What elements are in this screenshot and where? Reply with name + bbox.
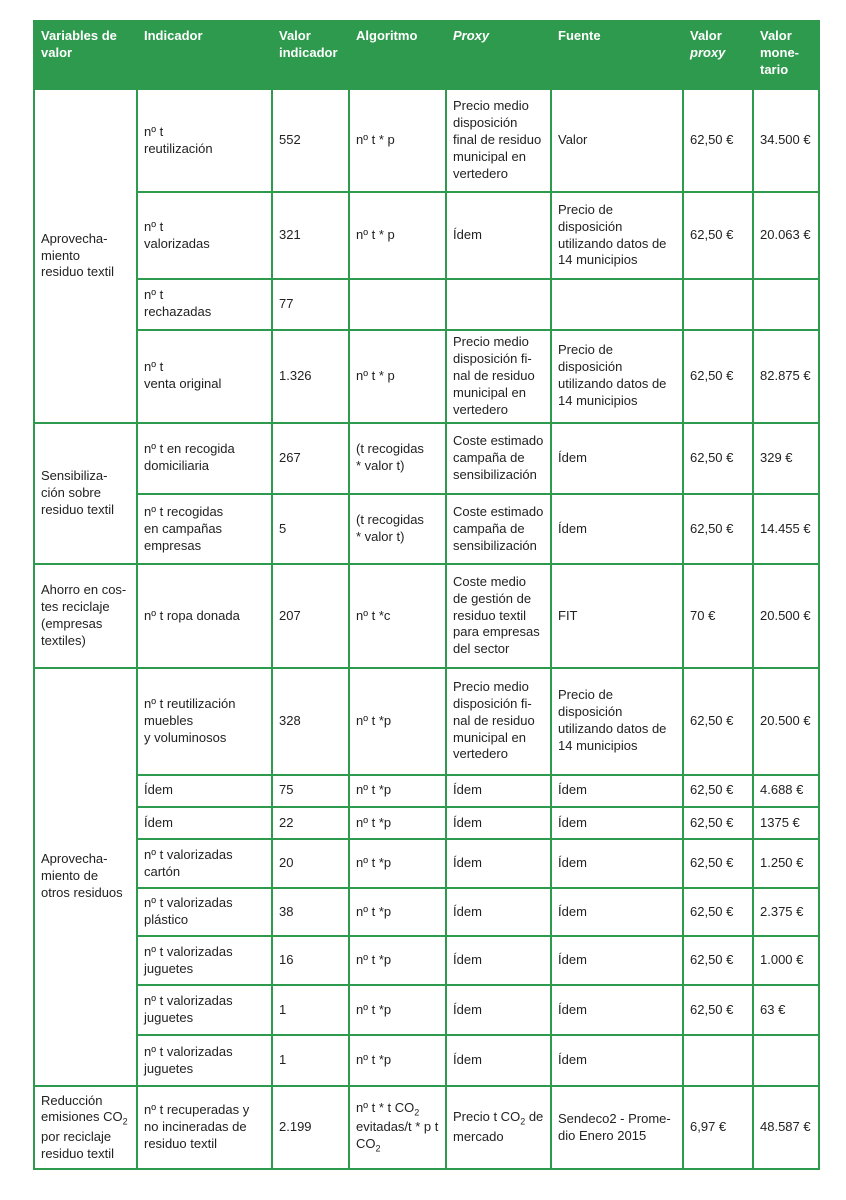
proxy-cell [446, 1086, 551, 1169]
valor-monetario-cell: 63 € [753, 985, 819, 1036]
valor-monetario-cell: 2.375 € [753, 888, 819, 937]
header-valor-proxy-line2: proxy [690, 44, 726, 60]
proxy-cell: Precio medio disposición final de residuo municipal en vertedero [446, 89, 551, 192]
fuente-cell: Sendeco2 - Prome- dio Enero 2015 [551, 1086, 683, 1169]
proxy-text: Precio t CO [453, 1109, 521, 1125]
valor-proxy-cell [683, 279, 753, 330]
table-row [34, 775, 819, 807]
algoritmo-cell: (t recogidas * valor t) [349, 494, 446, 565]
algoritmo-cell: nº t *p [349, 985, 446, 1036]
fuente-cell: Ídem [551, 936, 683, 985]
proxy-cell: Coste medio de gestión de residuo textil para empresas del sector [446, 564, 551, 667]
valor-proxy-cell: 62,50 € [683, 494, 753, 565]
table-row [34, 494, 819, 565]
valor-monetario-cell: 20.063 € [753, 192, 819, 279]
valor-proxy-cell: 62,50 € [683, 192, 753, 279]
algoritmo-cell [349, 279, 446, 330]
valor-cell: 5 [272, 494, 349, 565]
proxy-cell: Ídem [446, 775, 551, 807]
algoritmo-cell: nº t *p [349, 668, 446, 775]
indicador-cell: nº t reutilización [137, 89, 272, 192]
table-row [34, 936, 819, 985]
indicador-cell: nº t valorizadas juguetes [137, 936, 272, 985]
valor-monetario-cell: 82.875 € [753, 330, 819, 423]
valor-monetario-cell [753, 1035, 819, 1086]
algoritmo-cell: nº t *p [349, 888, 446, 937]
table-row [34, 668, 819, 775]
fuente-cell: Ídem [551, 888, 683, 937]
valor-cell: 38 [272, 888, 349, 937]
valor-monetario-cell: 1.250 € [753, 839, 819, 888]
variable-cell: Aprovecha- miento residuo textil [34, 89, 137, 423]
valor-cell: 328 [272, 668, 349, 775]
indicador-cell: nº t venta original [137, 330, 272, 423]
indicador-cell: Ídem [137, 807, 272, 839]
valor-proxy-cell: 62,50 € [683, 89, 753, 192]
algoritmo-text: nº t * t CO [356, 1099, 415, 1115]
proxy-cell: Ídem [446, 192, 551, 279]
variable-cell: Ahorro en cos- tes reciclaje (empresas textiles) [34, 564, 137, 667]
indicador-cell: nº t en recogida domiciliaria [137, 423, 272, 494]
valor-cell: 75 [272, 775, 349, 807]
valor-proxy-cell: 62,50 € [683, 423, 753, 494]
fuente-cell: Precio de disposición utilizando datos de 14 municipios [551, 330, 683, 423]
valor-cell: 1 [272, 1035, 349, 1086]
fuente-cell: Precio de disposición utilizando datos de 14 municipios [551, 668, 683, 775]
algoritmo-cell: nº t * p [349, 192, 446, 279]
valor-cell: 321 [272, 192, 349, 279]
valor-proxy-cell: 62,50 € [683, 330, 753, 423]
fuente-cell: Ídem [551, 839, 683, 888]
valor-monetario-cell: 4.688 € [753, 775, 819, 807]
fuente-cell: Ídem [551, 423, 683, 494]
valor-proxy-cell: 62,50 € [683, 839, 753, 888]
indicador-cell: Ídem [137, 775, 272, 807]
valor-proxy-cell: 70 € [683, 564, 753, 667]
valor-monetario-cell: 20.500 € [753, 564, 819, 667]
proxy-cell: Precio medio disposición fi- nal de residuo municipal en vertedero [446, 330, 551, 423]
proxy-cell: Ídem [446, 936, 551, 985]
header-valor-proxy [683, 21, 753, 89]
table-body [34, 89, 819, 1169]
header-variables: Variables de valor [34, 21, 137, 89]
proxy-cell: Precio medio disposición fi- nal de residuo municipal en vertedero [446, 668, 551, 775]
algoritmo-cell: nº t *c [349, 564, 446, 667]
indicador-cell: nº t rechazadas [137, 279, 272, 330]
table-row [34, 1086, 819, 1169]
proxy-cell [446, 279, 551, 330]
valor-cell: 552 [272, 89, 349, 192]
variable-cell: Sensibiliza- ción sobre residuo textil [34, 423, 137, 565]
table-row [34, 807, 819, 839]
fuente-cell: Ídem [551, 807, 683, 839]
indicador-cell: nº t recogidas en campañas empresas [137, 494, 272, 565]
algoritmo-cell: nº t * p [349, 89, 446, 192]
fuente-cell: Valor [551, 89, 683, 192]
header-row [34, 21, 819, 89]
algoritmo-cell: nº t *p [349, 839, 446, 888]
header-valor-indicador: Valor indicador [272, 21, 349, 89]
algoritmo-cell: nº t *p [349, 807, 446, 839]
header-valor-proxy-line1: Valor [690, 28, 722, 43]
valor-monetario-cell: 48.587 € [753, 1086, 819, 1169]
subscript: 2 [414, 1107, 420, 1118]
variable-text-end: por reciclaje residuo textil [41, 1128, 114, 1161]
fuente-cell: Ídem [551, 494, 683, 565]
valor-monetario-cell: 1.000 € [753, 936, 819, 985]
table-row [34, 330, 819, 423]
algoritmo-cell: nº t *p [349, 775, 446, 807]
subscript: 2 [122, 1117, 128, 1128]
header-valor-monetario: Valor mone- tario [753, 21, 819, 89]
valor-monetario-cell [753, 279, 819, 330]
table-row [34, 89, 819, 192]
header-proxy: Proxy [446, 21, 551, 89]
algoritmo-cell [349, 1086, 446, 1169]
proxy-cell: Coste estimado campaña de sensibilización [446, 423, 551, 494]
valor-monetario-cell: 1375 € [753, 807, 819, 839]
indicador-cell: nº t ropa donada [137, 564, 272, 667]
valor-cell: 22 [272, 807, 349, 839]
valor-cell: 2.199 [272, 1086, 349, 1169]
valor-proxy-cell: 62,50 € [683, 936, 753, 985]
header-indicador: Indicador [137, 21, 272, 89]
table-row [34, 279, 819, 330]
proxy-cell: Ídem [446, 888, 551, 937]
valor-monetario-cell: 20.500 € [753, 668, 819, 775]
table-row [34, 839, 819, 888]
fuente-cell: Precio de disposición utilizando datos de 14 municipios [551, 192, 683, 279]
fuente-cell [551, 279, 683, 330]
fuente-cell: Ídem [551, 1035, 683, 1086]
algoritmo-cell: nº t * p [349, 330, 446, 423]
subscript: 2 [520, 1117, 526, 1128]
proxy-cell: Ídem [446, 839, 551, 888]
proxy-cell: Ídem [446, 985, 551, 1036]
valor-cell: 20 [272, 839, 349, 888]
value-table [33, 20, 820, 1170]
valor-monetario-cell: 14.455 € [753, 494, 819, 565]
valor-cell: 1.326 [272, 330, 349, 423]
table-row [34, 985, 819, 1036]
valor-cell: 1 [272, 985, 349, 1036]
header-algoritmo: Algoritmo [349, 21, 446, 89]
fuente-cell: Ídem [551, 985, 683, 1036]
header-fuente: Fuente [551, 21, 683, 89]
valor-proxy-cell: 62,50 € [683, 668, 753, 775]
valor-cell: 77 [272, 279, 349, 330]
proxy-cell: Ídem [446, 807, 551, 839]
fuente-cell: Ídem [551, 775, 683, 807]
indicador-cell: nº t recuperadas y no incineradas de residuo textil [137, 1086, 272, 1169]
valor-proxy-cell: 62,50 € [683, 775, 753, 807]
indicador-cell: nº t valorizadas [137, 192, 272, 279]
algoritmo-text-2: evitadas/t * p t CO [356, 1119, 439, 1151]
indicador-cell: nº t valorizadas juguetes [137, 985, 272, 1036]
valor-monetario-cell: 329 € [753, 423, 819, 494]
indicador-cell: nº t valorizadas juguetes [137, 1035, 272, 1086]
valor-proxy-cell: 62,50 € [683, 888, 753, 937]
valor-proxy-cell: 6,97 € [683, 1086, 753, 1169]
proxy-cell: Coste estimado campaña de sensibilización [446, 494, 551, 565]
indicador-cell: nº t reutilización muebles y voluminosos [137, 668, 272, 775]
valor-proxy-cell: 62,50 € [683, 985, 753, 1036]
proxy-cell: Ídem [446, 1035, 551, 1086]
table-row [34, 423, 819, 494]
algoritmo-cell: nº t *p [349, 1035, 446, 1086]
algoritmo-cell: nº t *p [349, 936, 446, 985]
algoritmo-cell: (t recogidas * valor t) [349, 423, 446, 494]
fuente-cell: FIT [551, 564, 683, 667]
subscript: 2 [375, 1143, 381, 1154]
variable-text: Reducción emisiones CO [41, 1092, 123, 1125]
indicador-cell: nº t valorizadas cartón [137, 839, 272, 888]
variable-cell [34, 1086, 137, 1169]
valor-cell: 16 [272, 936, 349, 985]
valor-cell: 207 [272, 564, 349, 667]
table-row [34, 564, 819, 667]
valor-monetario-cell: 34.500 € [753, 89, 819, 192]
table-row [34, 1035, 819, 1086]
valor-proxy-cell [683, 1035, 753, 1086]
table-row [34, 888, 819, 937]
indicador-cell: nº t valorizadas plástico [137, 888, 272, 937]
valor-proxy-cell: 62,50 € [683, 807, 753, 839]
variable-cell: Aprovecha- miento de otros residuos [34, 668, 137, 1086]
valor-cell: 267 [272, 423, 349, 494]
table-row [34, 192, 819, 279]
proxy-text-end: de mercado [453, 1109, 544, 1144]
